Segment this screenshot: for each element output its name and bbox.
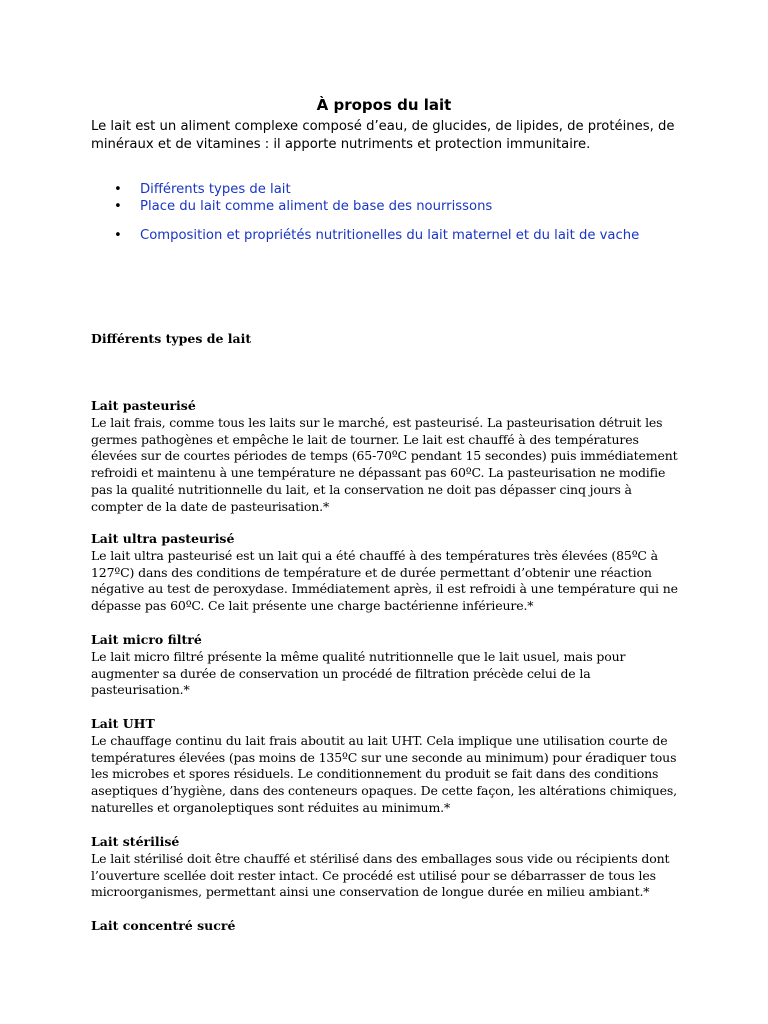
article-body: Le chauffage continu du lait frais aboutit au lait UHT. Cela implique une utilisation courte de températures élevées (pas moins de 135ºC sur une seconde au minimum) pour éradiquer tous les microbes et spores résiduels. Le conditionnement du produit se fait dans des conditions aseptiques d’hygiène, dans des conteneurs opaques. De cette façon, les altérations chimiques, naturelles et organoleptiques sont réduites au minimum.* xyxy=(91,732,678,815)
toc-item-types xyxy=(91,182,291,197)
toc-item-nourrissons xyxy=(91,199,492,214)
article-body: Le lait stérilisé doit être chauffé et stérilisé dans des emballages sous vide ou récipients dont l’ouverture scellée doit rester intact. Ce procédé est utilisé pour se débarrasser de tous les microorganismes, permettant ainsi une conservation de longue durée en milieu ambiant.* xyxy=(91,850,670,900)
article-lait-sterilise xyxy=(91,834,681,901)
article-lait-micro-filtre xyxy=(91,632,681,699)
bullet-icon: • xyxy=(114,228,122,243)
article-lait-concentre-sucre xyxy=(91,918,681,935)
article-lait-uht xyxy=(91,716,681,817)
intro-paragraph: Le lait est un aliment complexe composé d’eau, de glucides, de lipides, de protéines, de minéraux et de vitamines : il apporte nutriments et protection immunitaire. xyxy=(91,119,675,152)
article-body: Le lait frais, comme tous les laits sur le marché, est pasteurisé. La pasteurisation détruit les germes pathogènes et empêche le lait de tourner. Le lait est chauffé à des températures élevées sur de courtes périodes de temps (65-70ºC pendant 15 secondes) puis immédiatement refroidi et maintenu à une température ne dépassant pas 60ºC. La pasteurisation ne modifie pas la qualité nutritionnelle du lait, et la conservation ne doit pas dépasser cinq jours à compter de la date de pasteurisation.* xyxy=(91,414,678,514)
article-body: Le lait ultra pasteurisé est un lait qui a été chauffé à des températures très élevées (85ºC à 127ºC) dans des conditions de température et de durée permettant d’obtenir une réaction négative au test de peroxydase. Immédiatement après, il est refroidi à une température qui ne dépasse pas 60ºC. Ce lait présente une charge bactérienne inférieure.* xyxy=(91,547,678,614)
article-heading: Lait UHT xyxy=(91,716,155,731)
page-title: À propos du lait xyxy=(316,96,452,114)
toc-item-composition xyxy=(91,228,639,243)
article-heading: Lait micro filtré xyxy=(91,632,202,647)
article-lait-pasteurise xyxy=(91,398,681,516)
article-lait-ultra-pasteurise xyxy=(91,531,681,615)
article-body: Le lait micro filtré présente la même qualité nutritionnelle que le lait usuel, mais pour augmenter sa durée de conservation un procédé de filtration précède celui de la pasteurisation.* xyxy=(91,648,626,698)
toc-link-types[interactable]: Différents types de lait xyxy=(140,182,291,197)
bullet-icon: • xyxy=(114,199,122,214)
article-heading: Lait stérilisé xyxy=(91,834,180,849)
toc-link-nourrissons[interactable]: Place du lait comme aliment de base des nourrissons xyxy=(140,199,493,214)
article-heading: Lait pasteurisé xyxy=(91,398,196,413)
section-heading: Différents types de lait xyxy=(91,331,252,346)
toc-link-composition[interactable]: Composition et propriétés nutritionelles du lait maternel et du lait de vache xyxy=(140,228,640,243)
article-heading: Lait ultra pasteurisé xyxy=(91,531,235,546)
bullet-icon: • xyxy=(114,182,122,197)
article-heading: Lait concentré sucré xyxy=(91,918,236,933)
